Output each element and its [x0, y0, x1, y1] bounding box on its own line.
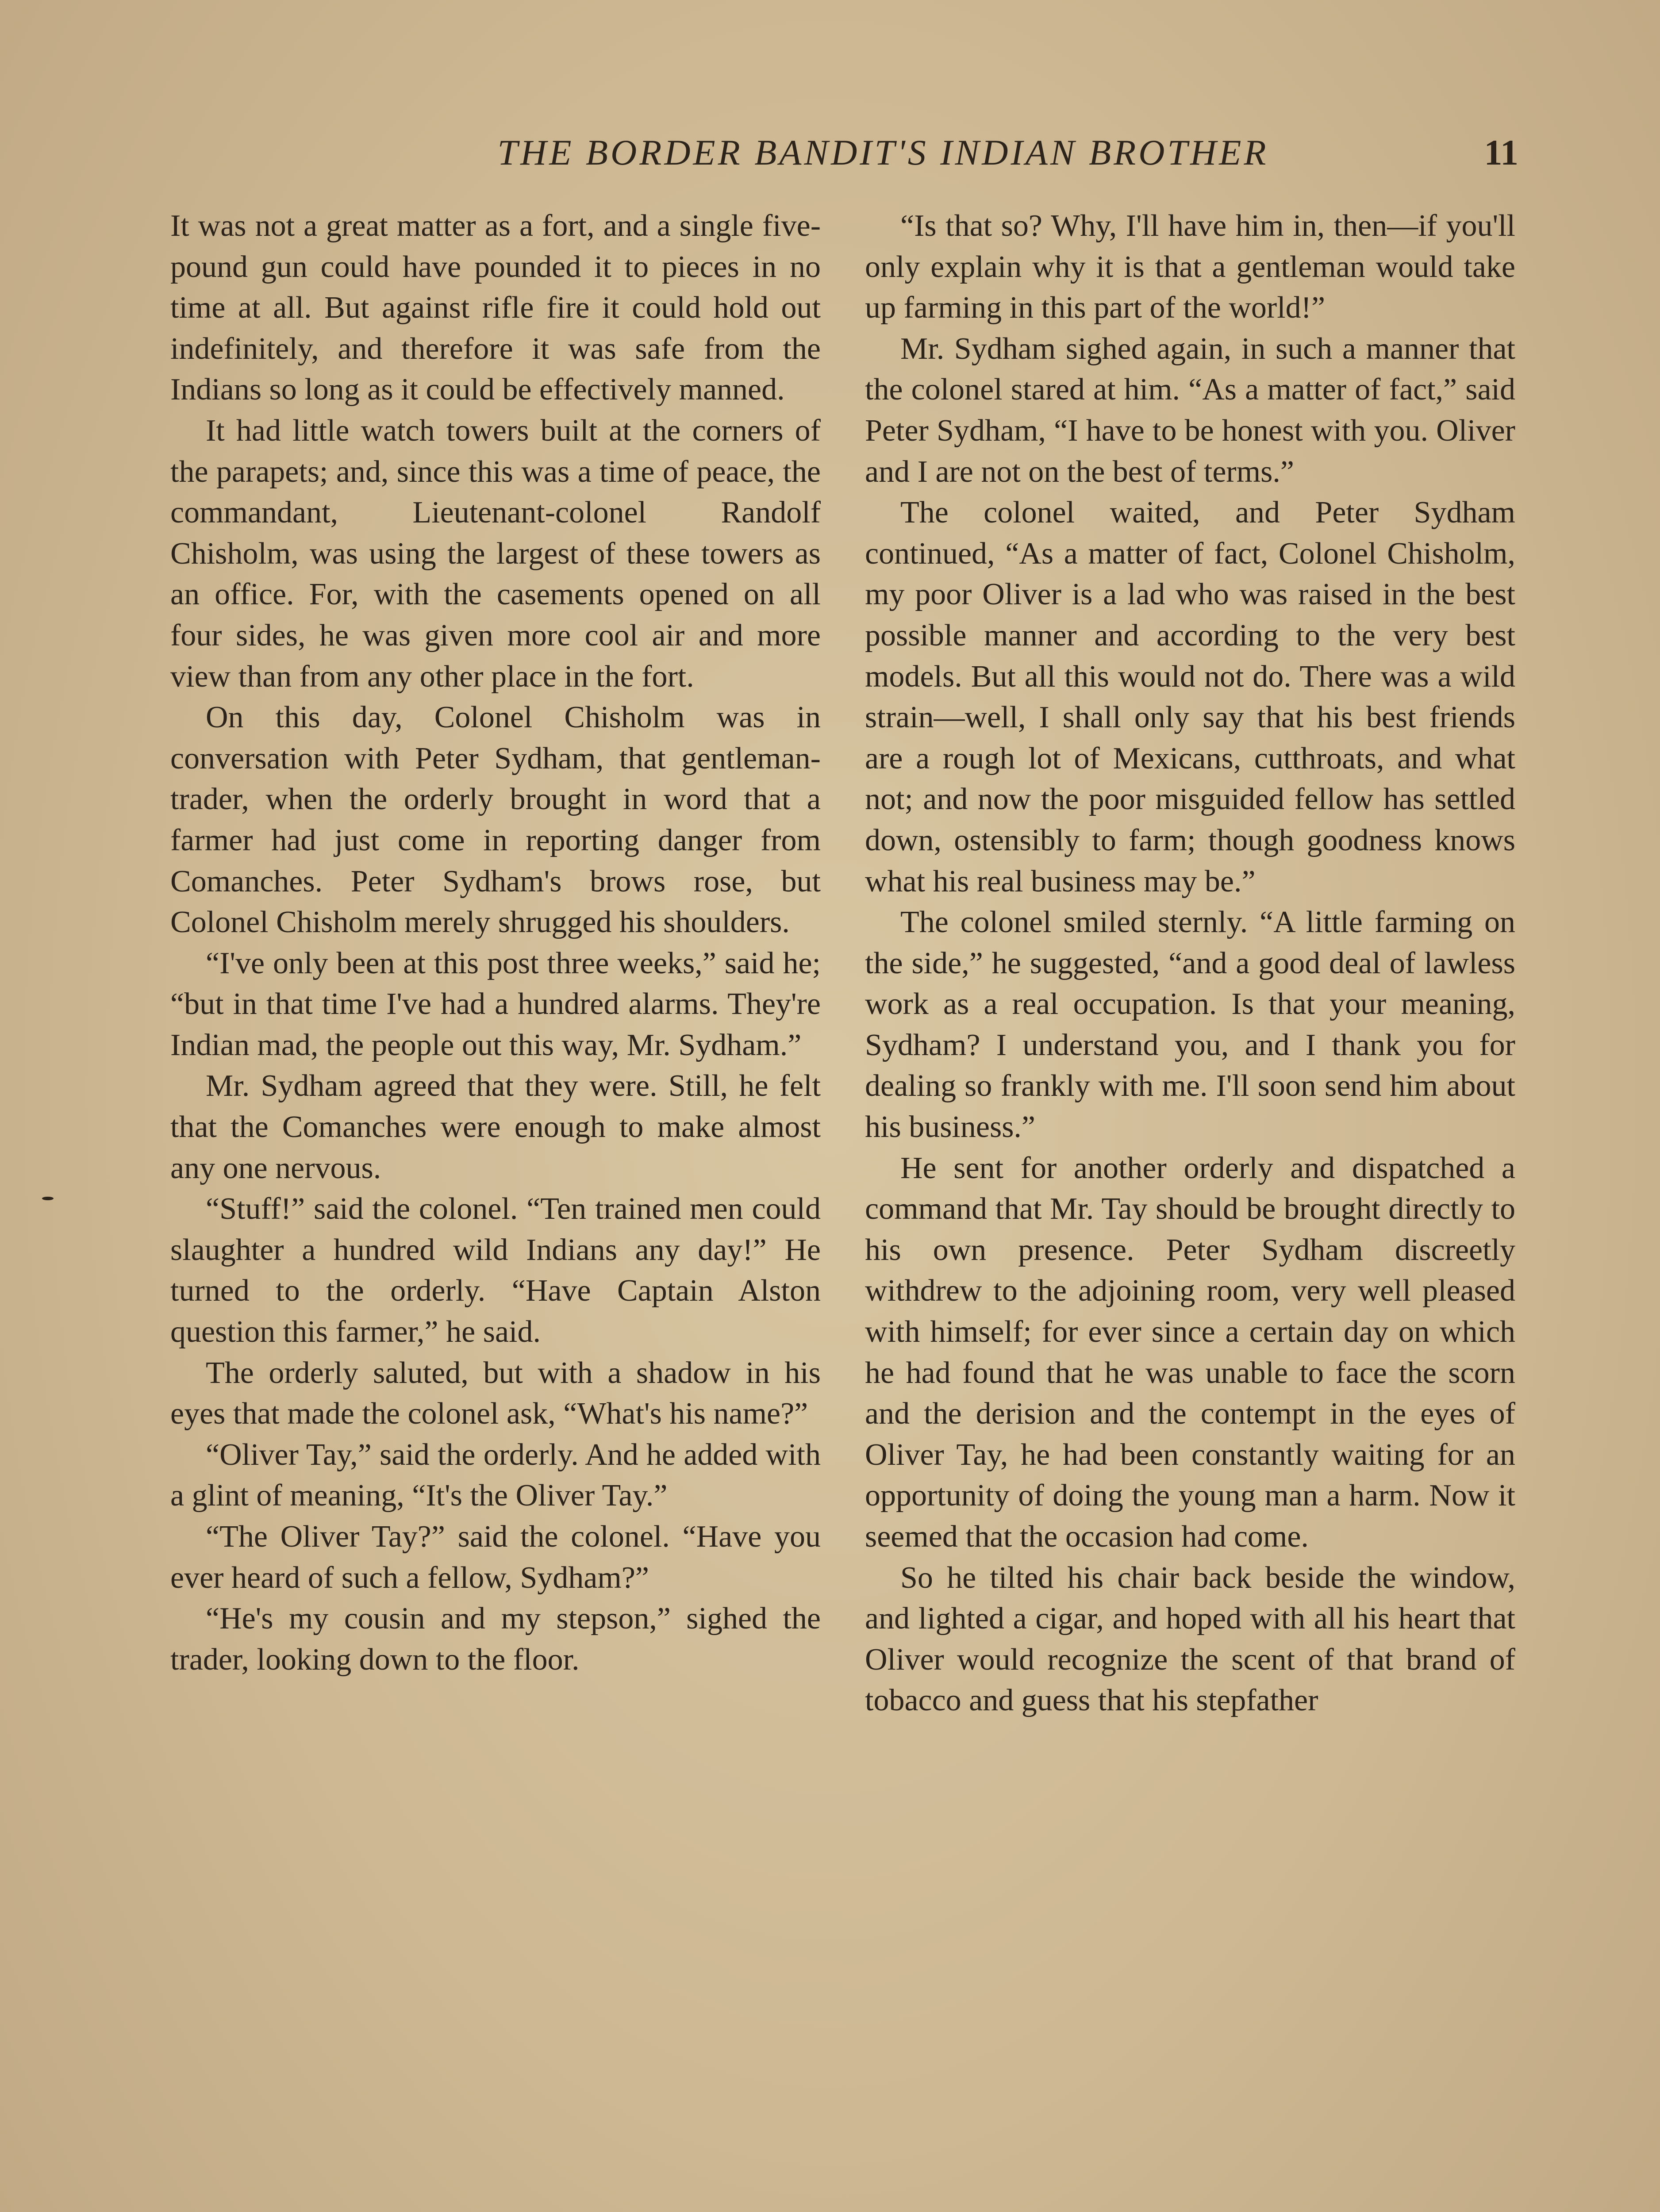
left-column	[170, 206, 821, 2212]
paragraph: The colonel waited, and Peter Sydham continued, “As a matter of fact, Colonel Chisholm, my poor Oliver is a lad who was raised in the best possible manner and according to the very best models. But all this would not do. There was a wild strain—well, I shall only say that his best friends are a rough lot of Mexicans, cutthroats, and what not; and now the poor misguided fellow has settled down, ostensibly to farm; though goodness knows what his real business may be.”	[865, 495, 1515, 899]
paragraph: “Is that so? Why, I'll have him in, then—if you'll only explain why it is that a gentleman would take up farming in this part of the world!”	[865, 209, 1515, 325]
paragraph: “The Oliver Tay?” said the colonel. “Have you ever heard of such a fellow, Sydham?”	[170, 1520, 821, 1595]
paragraph: Mr. Sydham sighed again, in such a manner that the colonel stared at him. “As a matter of fact,” said Peter Sydham, “I have to be honest with you. Oliver and I are not on the best of terms.”	[865, 331, 1515, 489]
paragraph: Mr. Sydham agreed that they were. Still, he felt that the Comanches were enough to make almost any one nervous.	[170, 1069, 821, 1185]
paragraph: The colonel smiled sternly. “A little farming on the side,” he suggested, “and a good deal of lawless work as a real occupation. Is that your meaning, Sydham? I understand you, and I thank you for dealing so frankly with me. I'll soon send him about his business.”	[865, 905, 1515, 1144]
paragraph: “He's my cousin and my stepson,” sighed the trader, looking down to the floor.	[170, 1601, 821, 1677]
page-header	[168, 128, 1518, 181]
ink-speck	[42, 1197, 54, 1200]
right-column	[865, 206, 1515, 2212]
running-title: THE BORDER BANDIT'S INDIAN BROTHER	[497, 132, 1269, 173]
paragraph: It was not a great matter as a fort, and a single five-pound gun could have pounded it to pieces in no time at all. But against rifle fire it could hold out indefinitely, and therefore it was safe from the Indians so long as it could be effectively manned.	[170, 209, 821, 407]
text-columns	[170, 206, 1515, 2212]
page-number: 11	[1484, 132, 1518, 173]
paragraph: “Stuff!” said the colonel. “Ten trained men could slaughter a hundred wild Indians any day!” He turned to the orderly. “Have Captain Alston question this farmer,” he said.	[170, 1192, 821, 1349]
paragraph: So he tilted his chair back beside the window, and lighted a cigar, and hoped with all his heart that Oliver would recognize the scent of that brand of tobacco and guess that his stepfather	[865, 1560, 1515, 1718]
paragraph: The orderly saluted, but with a shadow in his eyes that made the colonel ask, “What's his name?”	[170, 1356, 821, 1431]
paragraph: “I've only been at this post three weeks,” said he; “but in that time I've had a hundred alarms. They're Indian mad, the people out this way, Mr. Sydham.”	[170, 946, 821, 1062]
paragraph: It had little watch towers built at the corners of the parapets; and, since this was a time of peace, the commandant, Lieutenant-colonel Randolf Chisholm, was using the largest of these towers as an office. For, with the casements opened on all four sides, he was given more cool air and more view than from any other place in the fort.	[170, 413, 821, 694]
paragraph: “Oliver Tay,” said the orderly. And he added with a glint of meaning, “It's the Oliver Tay.”	[170, 1437, 821, 1513]
paragraph: He sent for another orderly and dispatched a command that Mr. Tay should be brought directly to his own presence. Peter Sydham discreetly withdrew to the adjoining room, very well pleased with himself; for ever since a certain day on which he had found that he was unable to face the scorn and the derision and the contempt in the eyes of Oliver Tay, he had been constantly waiting for an opportunity of doing the young man a harm. Now it seemed that the occasion had come.	[865, 1151, 1515, 1554]
paragraph: On this day, Colonel Chisholm was in conversation with Peter Sydham, that gentleman-trader, when the orderly brought in word that a farmer had just come in reporting danger from Comanches. Peter Sydham's brows rose, but Colonel Chisholm merely shrugged his shoulders.	[170, 700, 821, 940]
